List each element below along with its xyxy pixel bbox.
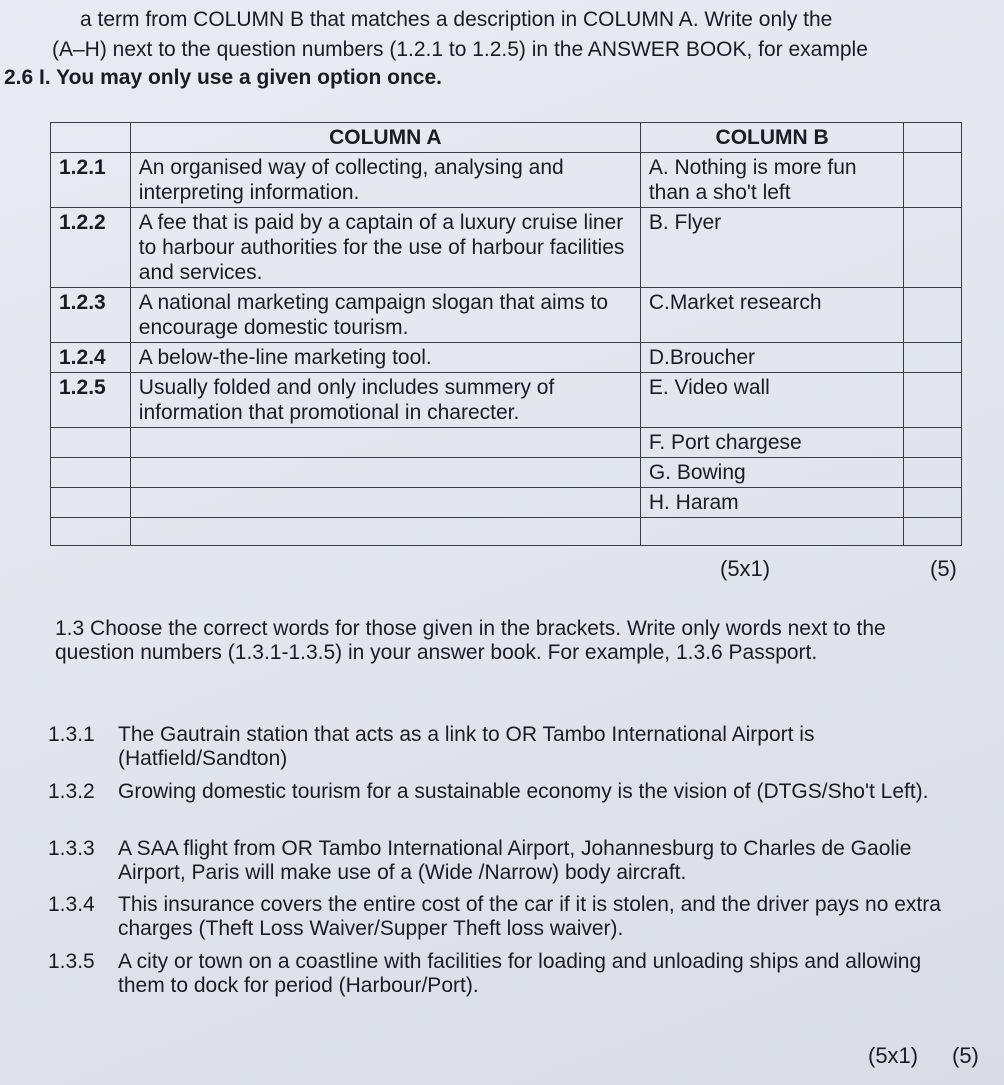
question-item	[48, 723, 948, 771]
column-a-cell: A fee that is paid by a captain of a luxury cruise liner to harbour authorities for the use of harbour facilities and services.	[130, 208, 640, 288]
column-b-cell: D.Broucher	[640, 343, 904, 373]
table-row	[51, 458, 962, 488]
section-1-3-instruction: 1.3 Choose the correct words for those given in the brackets. Write only words next to the question numbers (1.3.1-1.3.5) in your answer book. For example, 1.3.6 Passport.	[55, 617, 886, 664]
table-row	[51, 373, 962, 428]
table-row-number	[51, 518, 131, 546]
table-row	[51, 488, 962, 518]
column-b-cell: A. Nothing is more fun than a sho't left	[640, 153, 904, 208]
column-a-cell	[130, 428, 640, 458]
table-row-number	[51, 458, 131, 488]
question-item	[48, 780, 948, 804]
column-a-cell	[130, 488, 640, 518]
column-b-cell: H. Haram	[640, 488, 904, 518]
column-a-cell	[130, 458, 640, 488]
column-b-cell: E. Video wall	[640, 373, 904, 428]
table-margin	[904, 428, 962, 458]
table-row-number	[51, 428, 131, 458]
column-a-cell: Usually folded and only includes summery of information that promotional in charecter.	[130, 373, 640, 428]
table-row	[51, 343, 962, 373]
table-margin	[904, 373, 962, 428]
table-row	[51, 208, 962, 288]
question-item	[48, 837, 948, 885]
question-text: The Gautrain station that acts as a link to OR Tambo International Airport is (Hatfield/Sandton)	[118, 723, 815, 770]
instruction-line-1: a term from COLUMN B that matches a description in COLUMN A. Write only the	[80, 8, 833, 31]
table-row-number: 1.2.3	[51, 288, 131, 343]
table-row	[51, 518, 962, 546]
question-number: 1.3.5	[48, 950, 95, 973]
question-text: A city or town on a coastline with facilities for loading and unloading ships and allowing them to dock for period (Harbour/Port).	[118, 950, 922, 997]
instruction-line-2: (A–H) next to the question numbers (1.2.1 to 1.2.5) in the ANSWER BOOK, for example	[52, 38, 868, 61]
table-row-number: 1.2.5	[51, 373, 131, 428]
section-total: (5)	[952, 1043, 979, 1068]
question-number: 1.3.2	[48, 780, 95, 803]
column-a-header: COLUMN A	[130, 123, 640, 153]
table-row-number: 1.2.1	[51, 153, 131, 208]
question-text: This insurance covers the entire cost of the car if it is stolen, and the driver pays no extra charges (Theft Loss Waiver/Supper Theft loss waiver).	[118, 893, 941, 940]
question-item	[48, 950, 948, 998]
column-a-cell: An organised way of collecting, analysing and interpreting information.	[130, 153, 640, 208]
section-marks: (5x1)	[868, 1043, 919, 1068]
table-margin	[904, 518, 962, 546]
question-text: A SAA flight from OR Tambo International Airport, Johannesburg to Charles de Gaolie Airport, Paris will make use of a (Wide /Narrow) body aircraft.	[118, 837, 912, 884]
table-margin	[904, 458, 962, 488]
table-margin	[904, 343, 962, 373]
table-row	[51, 153, 962, 208]
table-total: (5)	[930, 556, 957, 581]
question-text: Growing domestic tourism for a sustainable economy is the vision of (DTGS/Sho't Left).	[118, 780, 929, 803]
table-margin	[904, 208, 962, 288]
column-b-cell: G. Bowing	[640, 458, 904, 488]
table-header-row	[51, 123, 962, 153]
question-number: 1.3.3	[48, 837, 95, 860]
table-row-number: 1.2.2	[51, 208, 131, 288]
table-margin	[904, 153, 962, 208]
column-a-cell: A national marketing campaign slogan that aims to encourage domestic tourism.	[130, 288, 640, 343]
table-row-number	[51, 488, 131, 518]
table-margin	[904, 488, 962, 518]
table-marks: (5x1)	[720, 556, 771, 581]
column-b-cell	[640, 518, 904, 546]
column-b-cell: F. Port chargese	[640, 428, 904, 458]
table-margin	[904, 123, 962, 153]
column-a-cell	[130, 518, 640, 546]
matching-table	[50, 122, 962, 546]
column-b-cell: B. Flyer	[640, 208, 904, 288]
table-row-number: 1.2.4	[51, 343, 131, 373]
question-number: 1.3.1	[48, 723, 95, 746]
table-row	[51, 288, 962, 343]
question-item	[48, 893, 948, 941]
column-b-cell: C.Market research	[640, 288, 904, 343]
table-margin	[904, 288, 962, 343]
instruction-line-3: 2.6 I. You may only use a given option once.	[4, 66, 442, 89]
table-row-number	[51, 123, 131, 153]
column-a-cell: A below-the-line marketing tool.	[130, 343, 640, 373]
table-row	[51, 428, 962, 458]
column-b-header: COLUMN B	[640, 123, 904, 153]
question-number: 1.3.4	[48, 893, 95, 916]
